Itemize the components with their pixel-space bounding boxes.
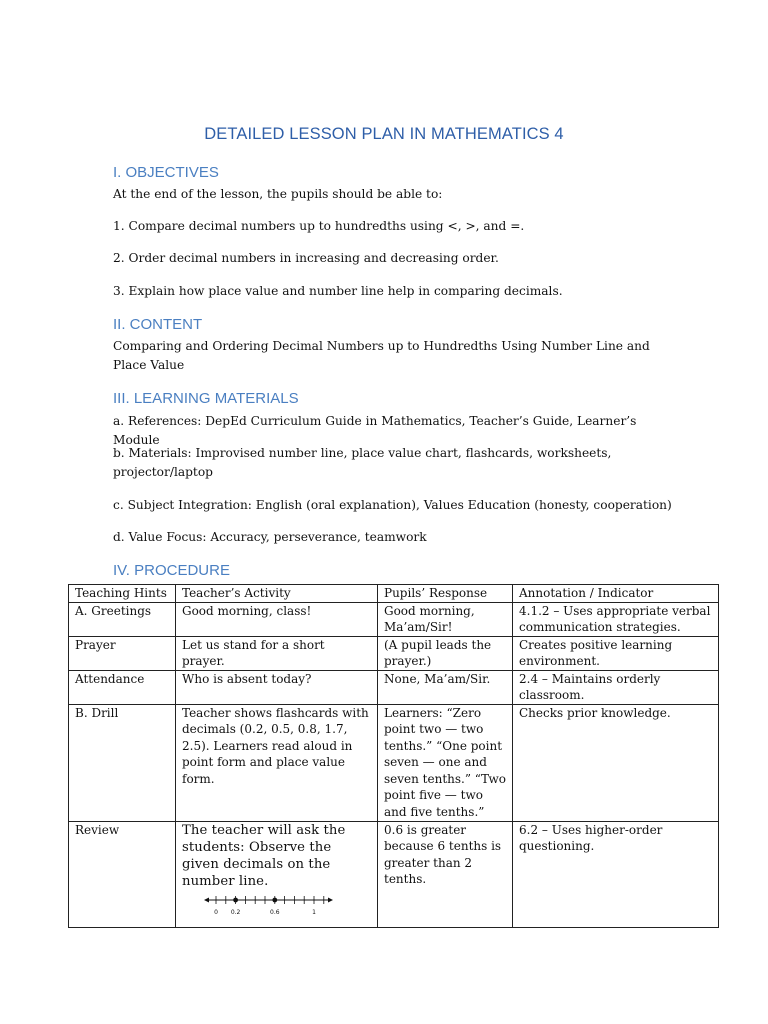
objective-item: 1. Compare decimal numbers up to hundredths using <, >, and =. (113, 219, 525, 233)
number-line-label: 0.2 (230, 908, 241, 916)
annotation-cell: 4.1.2 – Uses appropriate verbal communication strategies. (513, 602, 719, 636)
column-header: Teacher’s Activity (176, 585, 378, 603)
materials-heading: III. LEARNING MATERIALS (113, 390, 299, 407)
teaching-hint-cell: Review (69, 821, 176, 927)
teacher-activity-cell: Who is absent today? (176, 670, 378, 704)
materials-item: d. Value Focus: Accuracy, perseverance, teamwork (113, 530, 427, 544)
pupils-response-cell: None, Ma’am/Sir. (378, 670, 513, 704)
teaching-hint-cell: A. Greetings (69, 602, 176, 636)
procedure-table (68, 584, 719, 928)
number-line-label: 0.6 (270, 908, 280, 916)
objective-item: 2. Order decimal numbers in increasing and decreasing order. (113, 251, 499, 265)
objectives-heading: I. OBJECTIVES (113, 164, 219, 181)
number-line-point (272, 897, 277, 902)
annotation-cell: Creates positive learning environment. (513, 636, 719, 670)
table-header-row (69, 585, 719, 603)
annotation-cell: Checks prior knowledge. (513, 704, 719, 821)
teaching-hint-cell: Prayer (69, 636, 176, 670)
table-row (69, 670, 719, 704)
pupils-response-cell: (A pupil leads the prayer.) (378, 636, 513, 670)
materials-item: c. Subject Integration: English (oral explanation), Values Education (honesty, cooperation) (113, 498, 672, 512)
teaching-hint-cell: B. Drill (69, 704, 176, 821)
table-row (69, 821, 719, 927)
procedure-heading: IV. PROCEDURE (113, 562, 230, 579)
right-arrow-icon (328, 897, 333, 902)
table-row (69, 704, 719, 821)
objectives-intro: At the end of the lesson, the pupils should be able to: (113, 187, 443, 201)
number-line-label: 0 (214, 908, 218, 916)
pupils-response-cell: Good morning, Ma’am/Sir! (378, 602, 513, 636)
materials-item: a. References: DepEd Curriculum Guide in Mathematics, Teacher’s Guide, Learner’s Module (113, 414, 637, 447)
column-header: Teaching Hints (69, 585, 176, 603)
pupils-response-cell: 0.6 is greater because 6 tenths is greater than 2 tenths. (378, 821, 513, 927)
column-header: Pupils’ Response (378, 585, 513, 603)
content-heading: II. CONTENT (113, 316, 203, 333)
number-line-point (233, 897, 238, 902)
teacher-activity-cell (176, 821, 378, 927)
pupils-response-cell: Learners: “Zero point two — two tenths.” “One point seven — one and seven tenths.” “Two point five — two and five tenths.” (378, 704, 513, 821)
teacher-activity-cell: Good morning, class! (176, 602, 378, 636)
objective-item: 3. Explain how place value and number line help in comparing decimals. (113, 284, 563, 298)
review-question: The teacher will ask the students: Observe the given decimals on the number line. (182, 822, 346, 889)
table-row (69, 602, 719, 636)
number-line-label: 1 (312, 908, 316, 916)
column-header: Annotation / Indicator (513, 585, 719, 603)
left-arrow-icon (204, 897, 209, 902)
teacher-activity-cell: Teacher shows flashcards with decimals (0.2, 0.5, 0.8, 1.7, 2.5). Learners read aloud in point form and place value form. (176, 704, 378, 821)
document-title: DETAILED LESSON PLAN IN MATHEMATICS 4 (204, 125, 564, 143)
teacher-activity-cell: Let us stand for a short prayer. (176, 636, 378, 670)
annotation-cell: 2.4 – Maintains orderly classroom. (513, 670, 719, 704)
annotation-cell: 6.2 – Uses higher-order questioning. (513, 821, 719, 927)
number-line-figure (204, 892, 334, 916)
materials-item: b. Materials: Improvised number line, place value chart, flashcards, worksheets, projector/laptop (113, 446, 612, 479)
teaching-hint-cell: Attendance (69, 670, 176, 704)
table-row (69, 636, 719, 670)
content-text: Comparing and Ordering Decimal Numbers up to Hundredths Using Number Line and Place Value (113, 339, 650, 372)
